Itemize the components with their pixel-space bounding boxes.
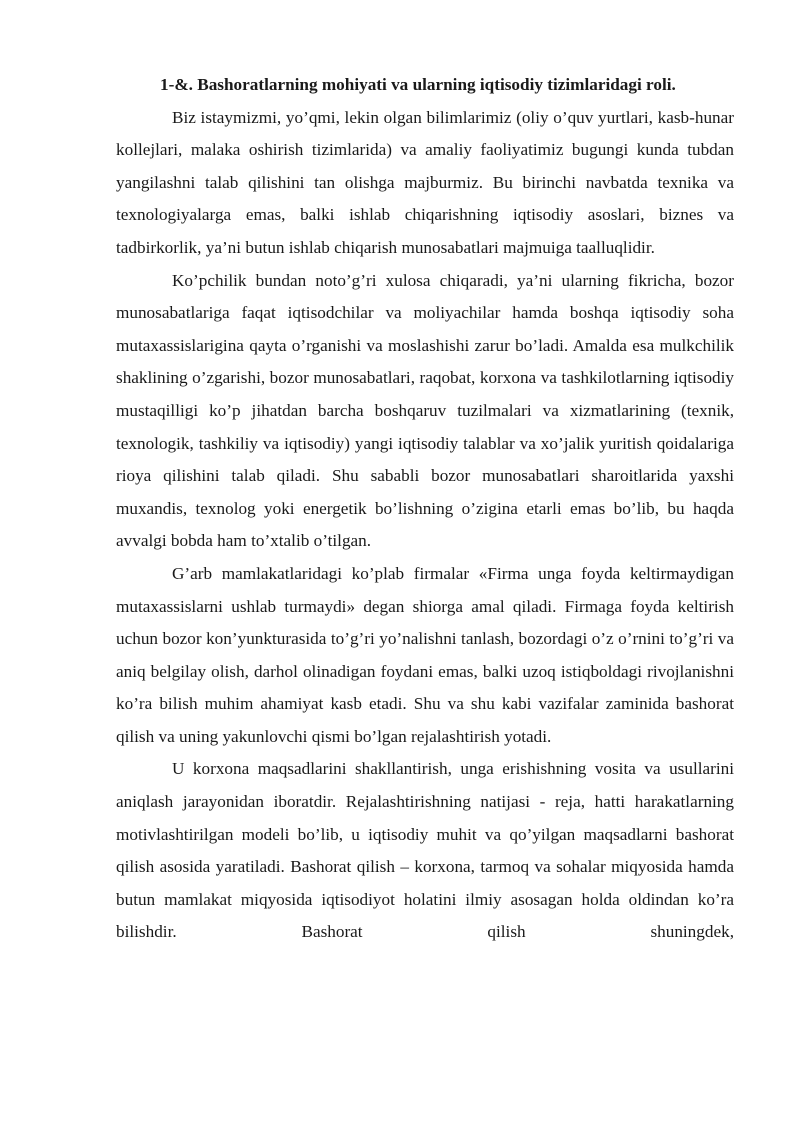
paragraph-3: G’arb mamlakatlaridagi ko’plab firmalar «Firma unga foyda keltirmaydigan mutaxassislarni ushlab turmaydi» degan shiorga amal qiladi. Firmaga foyda keltirish uchun bozor kon’yunkturasida to’g’ri yo’nalishni tanlash, bozordagi o’z o’rnini to’g’ri va aniq belgilay olish, darhol olinadigan foydani emas, balki uzoq istiqboldagi rivojlanishni ko’ra bilish muhim ahamiyat kasb etadi. Shu va shu kabi vazifalar zaminida bashorat qilish va uning yakunlovchi qismi bo’lgan rejalashtirish yotadi. xyxy=(116,563,734,746)
paragraph-1: Biz istaymizmi, yo’qmi, lekin olgan bilimlarimiz (oliy o’quv yurtlari, kasb-hunar kollejlari, malaka oshirish tizimlarida) va amaliy faoliyatimiz bugungi kunda tubdan yangilashni talab qilishini tan olishga majburmiz. Bu birinchi navbatda texnika va texnologiyalarga emas, balki ishlab chiqarishning iqtisodiy asoslari, biznes va tadbirkorlik, ya’ni butun ishlab chiqarish munosabatlari majmuiga taalluqlidir. xyxy=(116,107,734,257)
section-heading: 1-&. Bashoratlarning mohiyati va ularning iqtisodiy tizimlaridagi roli. xyxy=(160,75,676,94)
paragraph-4: U korxona maqsadlarini shakllantirish, unga erishishning vosita va usullarini aniqlash jarayonidan iboratdir. Rejalashtirishning natijasi - reja, hatti harakatlarning motivlashtirilgan modeli bo’lib, u iqtisodiy muhit va qo’yilgan maqsadlarni bashorat qilish asosida yaratiladi. Bashorat qilish – korxona, tarmoq va sohalar miqyosida hamda butun mamlakat miqyosida iqtisodiyot holatini ilmiy asosagan holda oldindan ko’ra bilishdir. Bashorat qilish shuningdek, xyxy=(116,759,734,942)
document-page xyxy=(116,69,734,949)
paragraph-2: Ko’pchilik bundan noto’g’ri xulosa chiqaradi, ya’ni ularning fikricha, bozor munosabatlariga faqat iqtisodchilar va moliyachilar hamda boshqa iqtisodiy soha mutaxassislarigina qayta o’rganishi va moslashishi zarur bo’ladi. Amalda esa mulkchilik shaklining o’zgarishi, bozor munosabatlari, raqobat, korxona va tashkilotlarning iqtisodiy mustaqilligi ko’p jihatdan barcha boshqaruv tuzilmalari va xizmatlarining (texnik, texnologik, tashkiliy va iqtisodiy) yangi iqtisodiy talablar va xo’jalik yuritish qoidalariga rioya qilishini talab qiladi. Shu sababli bozor munosabatlari sharoitlarida yaxshi muxandis, texnolog yoki energetik bo’lishning o’zigina etarli emas bo’lib, bu haqda avvalgi bobda ham to’xtalib o’tilgan. xyxy=(116,270,734,551)
